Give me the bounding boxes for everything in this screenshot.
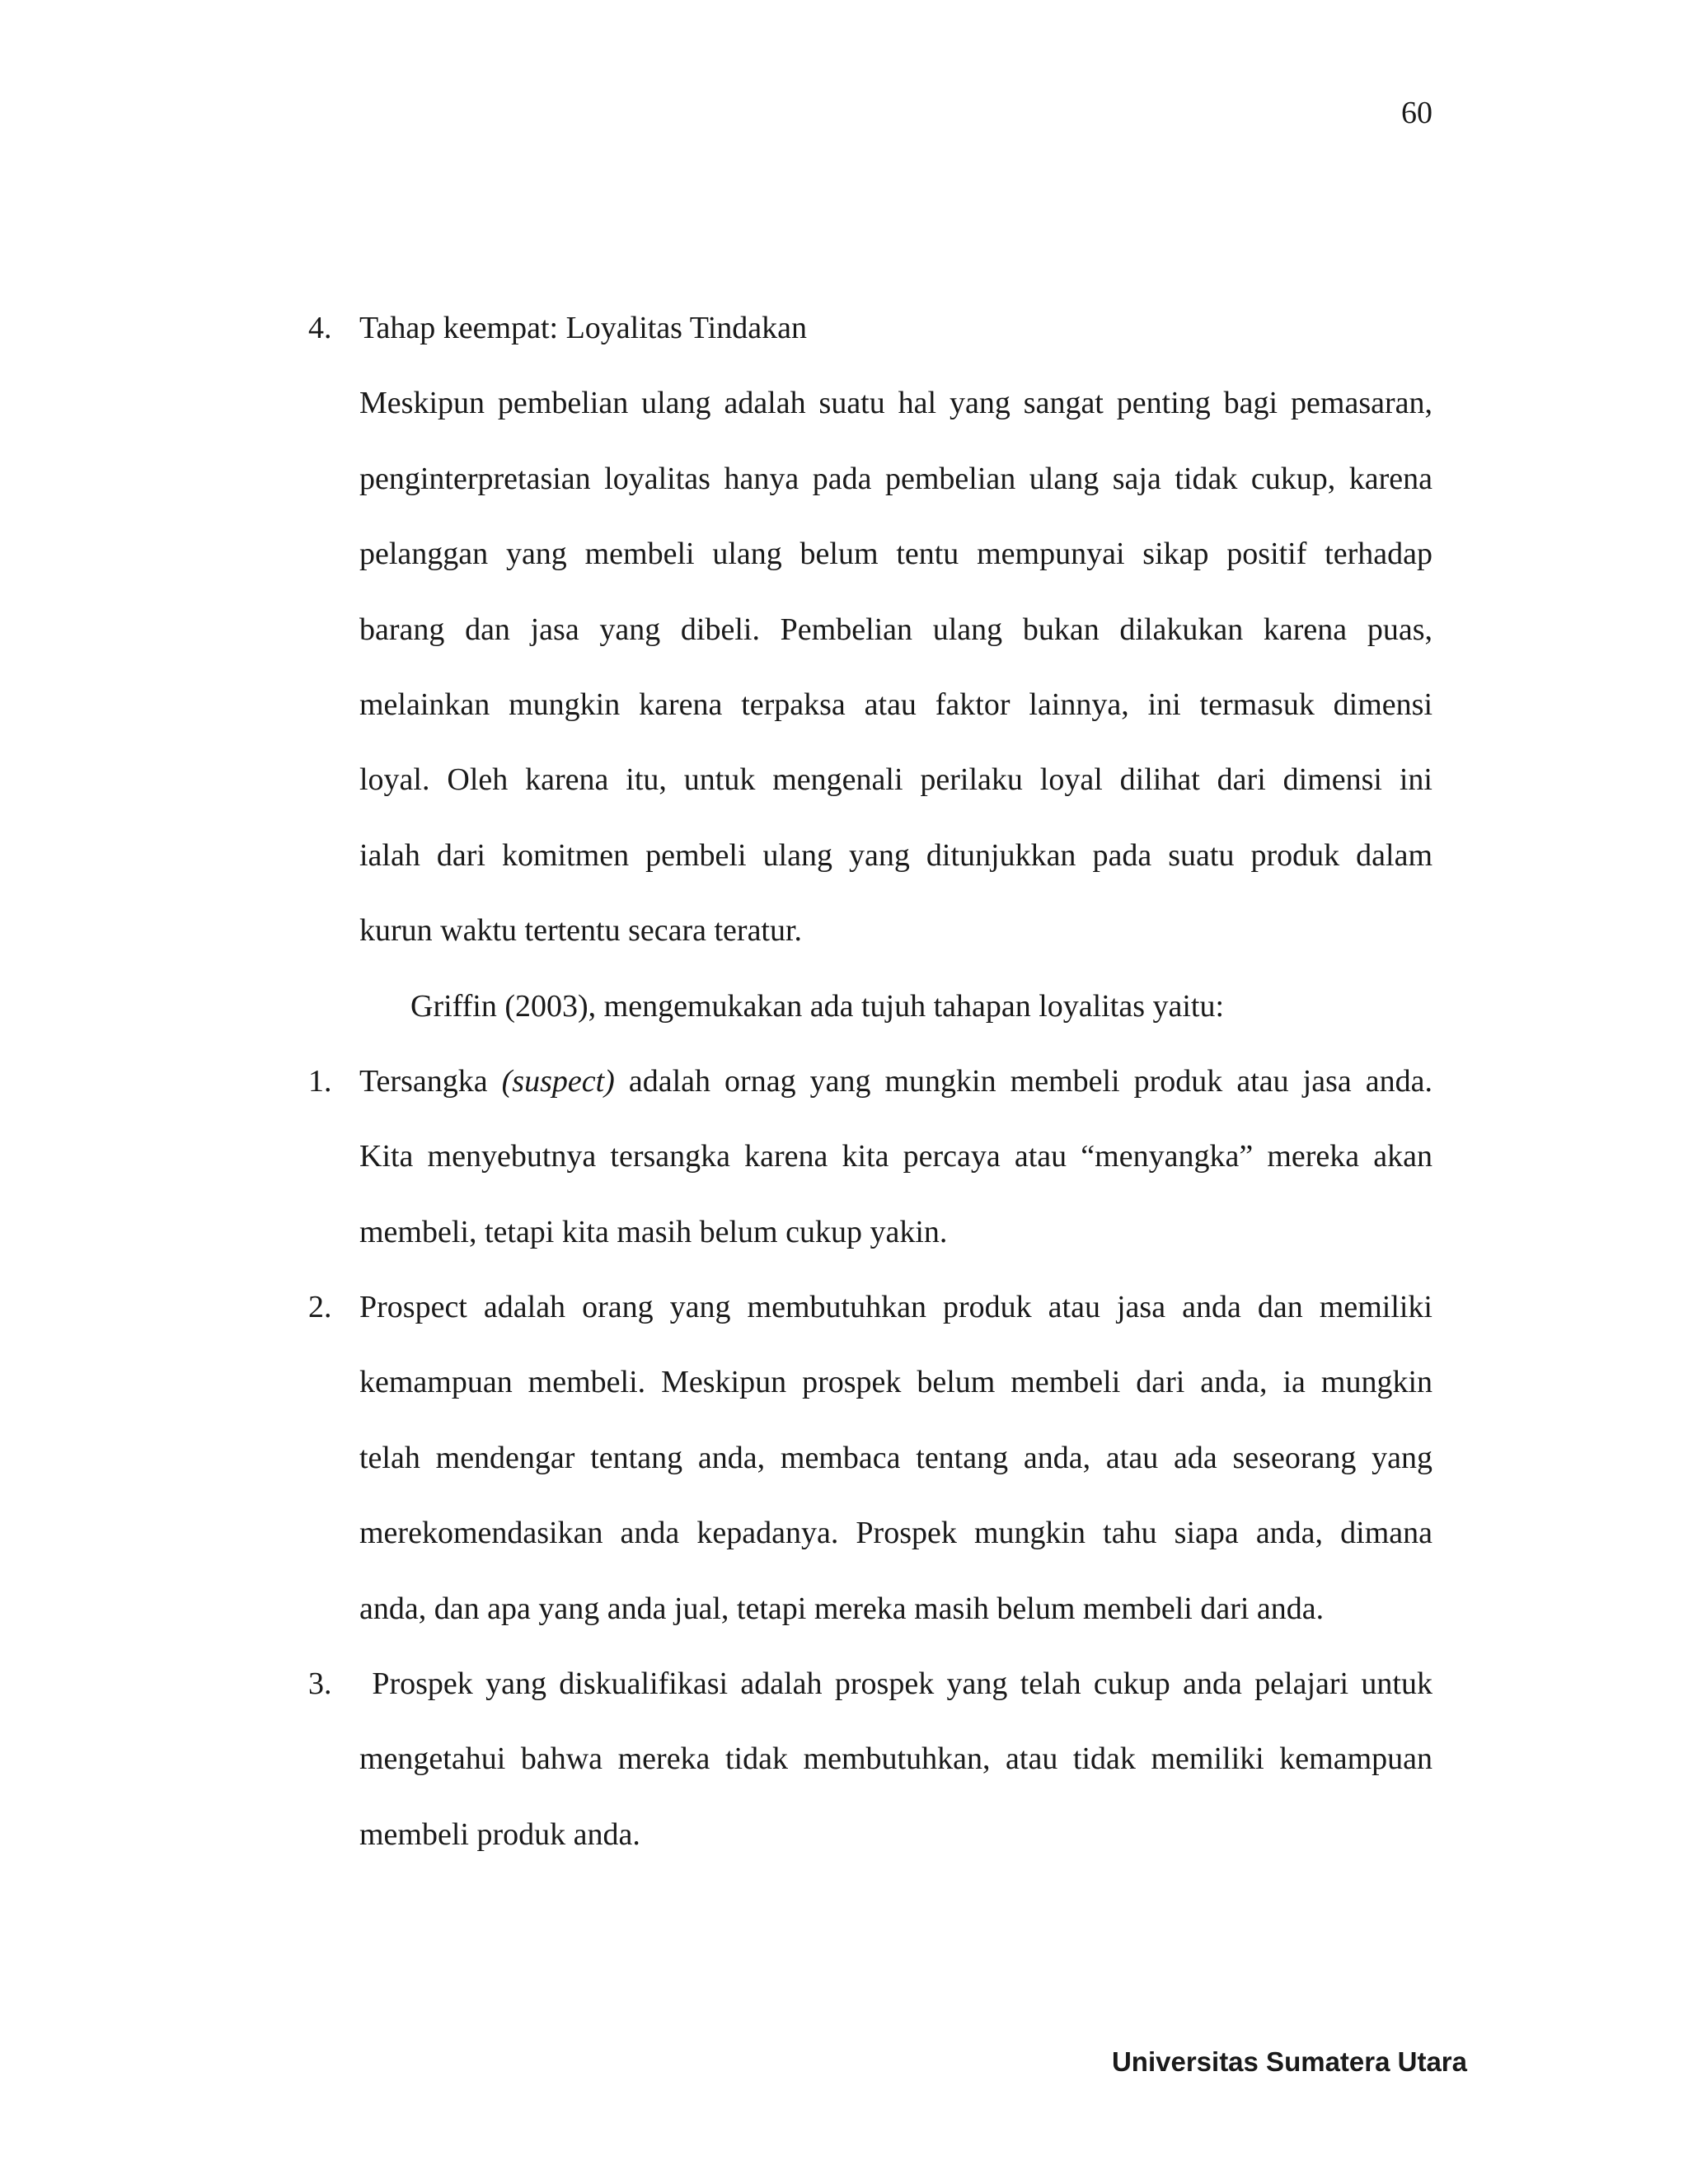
list-text: adalah ornag yang mungkin membeli produk atau jasa anda. [614, 1063, 1432, 1099]
paragraph-line: Meskipun pembelian ulang adalah suatu hal yang sangat penting bagi pemasaran, [359, 386, 1432, 421]
list-item [308, 1662, 1432, 1737]
paragraph-line: melainkan mungkin karena terpaksa atau faktor lainnya, ini termasuk dimensi [359, 687, 1432, 722]
paragraph-line: mengetahui bahwa mereka tidak membutuhkan, atau tidak memiliki kemampuan [359, 1741, 1432, 1777]
university-footer: Universitas Sumatera Utara [1111, 2046, 1467, 2077]
list-item-heading [308, 307, 1432, 382]
paragraph-line: kemampuan membeli. Meskipun prospek belum membeli dari anda, ia mungkin [359, 1365, 1432, 1400]
page-number: 60 [1401, 96, 1432, 130]
paragraph-line: telah mendengar tentang anda, membaca tentang anda, atau ada seseorang yang [359, 1440, 1432, 1475]
paragraph-line: loyal. Oleh karena itu, untuk mengenali perilaku loyal dilihat dari dimensi ini [359, 762, 1432, 798]
paragraph-line: merekomendasikan anda kepadanya. Prospek mungkin tahu siapa anda, dimana [359, 1516, 1432, 1551]
paragraph-line: barang dan jasa yang dibeli. Pembelian ulang bukan dilakukan karena puas, [359, 612, 1432, 647]
intro-paragraph: Griffin (2003), mengemukakan ada tujuh tahapan loyalitas yaitu: [410, 988, 1225, 1024]
list-number: 3. [308, 1666, 332, 1702]
section-heading: Tahap keempat: Loyalitas Tindakan [359, 311, 807, 345]
paragraph-line: anda, dan apa yang anda jual, tetapi mereka masih belum membeli dari anda. [359, 1591, 1325, 1626]
paragraph-line: ialah dari komitmen pembeli ulang yang ditunjukkan pada suatu produk dalam [359, 837, 1432, 873]
list-item [308, 1286, 1432, 1361]
italic-term: (suspect) [501, 1063, 615, 1099]
paragraph-line: pelanggan yang membeli ulang belum tentu mempunyai sikap positif terhadap [359, 537, 1432, 572]
paragraph-line: penginterpretasian loyalitas hanya pada pembelian ulang saja tidak cukup, karena [359, 461, 1432, 496]
paragraph-line: Kita menyebutnya tersangka karena kita percaya atau “menyangka” mereka akan [359, 1139, 1432, 1174]
list-text: Prospek yang diskualifikasi adalah prospek yang telah cukup anda pelajari untuk [359, 1666, 1432, 1702]
paragraph-line: membeli produk anda. [359, 1816, 640, 1852]
list-number: 2. [308, 1290, 332, 1325]
list-text: Tersangka [359, 1063, 502, 1099]
page-body [308, 307, 1432, 1888]
list-text: Prospect adalah orang yang membutuhkan produk atau jasa anda dan memiliki [359, 1290, 1432, 1325]
list-number: 4. [308, 311, 332, 345]
paragraph-line: membeli, tetapi kita masih belum cukup yakin. [359, 1214, 948, 1249]
paragraph-line: kurun waktu tertentu secara teratur. [359, 913, 803, 949]
list-number: 1. [308, 1063, 332, 1099]
list-item [308, 1060, 1432, 1135]
